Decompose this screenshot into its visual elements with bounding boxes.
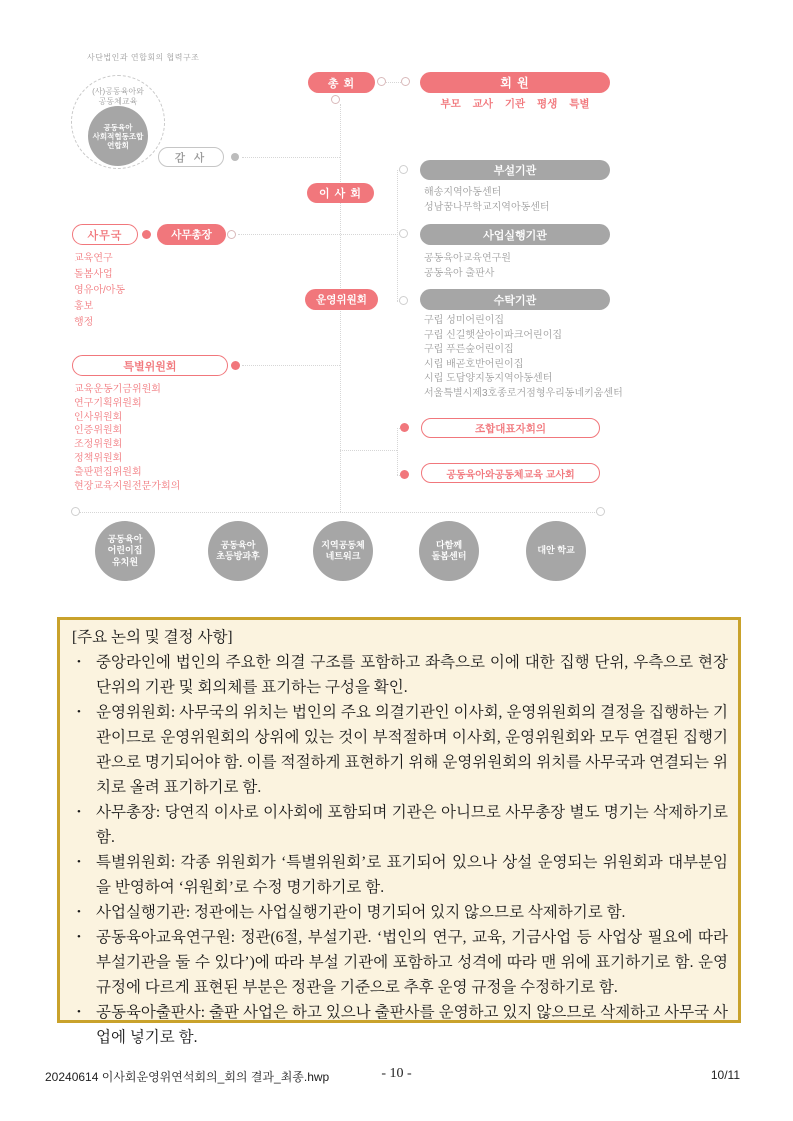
secretariat-dot (142, 230, 151, 239)
audit-connector-line (242, 157, 340, 158)
node-general-assembly: 총 회 (308, 72, 375, 93)
federation-inner-circle (88, 106, 148, 166)
list-item: 출판편집위원회 (74, 466, 142, 478)
circle-line: 지역공동체 (321, 539, 365, 550)
circle-line: 어린이집 (107, 545, 143, 556)
inner-circle-line1: 공동육아 (103, 122, 133, 132)
special-connector-line (242, 365, 340, 366)
node-board: 이 사 회 (307, 183, 374, 203)
node-entrusted-org: 수탁기관 (420, 289, 610, 310)
bullet-text: 공동육아출판사: 출판 사업은 하고 있으나 출판사를 운영하고 있지 않으므로 삭제하고 사무국 사업에 넣기로 함. (96, 1004, 728, 1046)
list-item: 조정위원회 (74, 439, 123, 451)
member-types: 부모 교사 기관 평생 특별 (440, 98, 590, 110)
coop-meeting-dot (400, 423, 409, 432)
audit-dot (231, 153, 239, 161)
list-item: 시립 배곧호반어린이집 (424, 358, 524, 370)
assembly-circle-2 (401, 77, 410, 86)
business-circle (399, 229, 408, 238)
business-list (424, 251, 511, 281)
inner-circle-line2: 사회적협동조합 (92, 131, 144, 141)
circle-line: 대안 학교 (537, 545, 575, 556)
inner-circle-line3: 연합회 (107, 140, 129, 150)
note-bullet (70, 800, 728, 850)
list-item: 홍보 (74, 301, 94, 312)
circle-line: 공동육아 (107, 533, 143, 544)
chart-caption: 사단법인과 연합회의 협력구조 (87, 53, 200, 62)
node-audit: 감 사 (158, 147, 224, 167)
node-affiliated-org: 부설기관 (420, 160, 610, 180)
node-secretariat: 사무국 (72, 224, 138, 245)
list-item: 돌봄사업 (74, 269, 113, 280)
node-secretary-general: 사무총장 (157, 224, 226, 245)
node-business-org: 사업실행기관 (420, 224, 610, 245)
list-item: 인증위원회 (74, 425, 123, 437)
entrusted-list (424, 314, 623, 401)
bullet-icon: • (77, 856, 81, 868)
teachers-dot (400, 470, 409, 479)
bullet-icon: • (77, 656, 81, 668)
bullet-icon: • (77, 931, 81, 943)
circle-line: 다함께 (435, 539, 463, 550)
bullet-icon: • (77, 806, 81, 818)
note-bullet (70, 925, 728, 1000)
bullet-text: 사업실행기관: 정관에는 사업실행기관이 명기되어 있지 않으므로 삭제하기로 함. (96, 904, 626, 921)
node-coop-rep-meeting: 조합대표자회의 (421, 418, 600, 438)
node-steering-committee: 운영위원회 (305, 289, 378, 310)
list-item: 구립 신길햇살아이파크어린이집 (424, 329, 563, 341)
affiliated-circle (399, 165, 408, 174)
entrusted-circle (399, 296, 408, 305)
bullet-text: 운영위원회: 사무국의 위치는 법인의 주요 의결기관인 이사회, 운영위원회의 결정을 집행하는 기관이므로 운영위원회의 상위에 있는 것이 부적절하며 이사회, 운영위원회와 모두 연결된 집행기관으로 명기되어야 함. 이를 적절하게 표현하기 위해 운영위원회의 위치를 사무국과 연결되는 위치로 올려 표기하기로 함. (96, 704, 728, 796)
circle-line: 공동육아 (220, 539, 256, 550)
right-bracket-line (397, 170, 398, 301)
footer-page-number: - 10 - (381, 1066, 412, 1081)
bullet-text: 사무총장: 당연직 이사로 이사회에 포함되며 기관은 아니므로 사무총장 별도 명기는 삭제하기로 함. (96, 804, 728, 846)
assembly-circle-1 (377, 77, 386, 86)
special-dot (231, 361, 240, 370)
list-item: 영유아/아동 (74, 285, 126, 296)
footer-page-indicator: 10/11 (710, 1068, 740, 1082)
list-item: 인사위원회 (74, 411, 123, 423)
bullet-text: 공동육아교육연구원: 정관(6절, 부설기관. ‘법인의 연구, 교육, 기금사업 등 사업상 필요에 따라 부설기관을 둘 수 있다’)에 따라 부설 기관에 포함하고 성격에 따라 맨 위에 표기하기로 함. 운영 규정에 다르게 표현된 부분은 정관을 기준으로 추후 운영 규정을 수정하기로 함. (96, 929, 728, 996)
secretary-connector-line (238, 234, 402, 235)
list-item: 행정 (74, 317, 94, 328)
bottom-horizontal-line (79, 512, 599, 513)
bottom-line-right-circle (596, 507, 605, 516)
decision-notes-box (57, 617, 741, 1046)
list-item: 공동육아교육연구원 (424, 253, 511, 264)
footer-filename: 20240614 이사회운영위연석회의_회의 결과_최종.hwp (45, 1070, 330, 1084)
affiliated-list (424, 185, 550, 215)
bottom-circle-altschool (526, 521, 586, 581)
bottom-circle-carecenter (419, 521, 479, 581)
page-footer (0, 1066, 793, 1086)
list-item: 구립 성미어린이집 (424, 315, 505, 326)
circle-line: 유치원 (111, 556, 139, 567)
assembly-bottom-circle (331, 95, 340, 104)
special-list (74, 383, 180, 493)
meeting-bracket-line (397, 428, 398, 475)
list-item: 연구기획위원회 (74, 397, 142, 409)
bullet-icon: • (77, 906, 81, 918)
list-item: 현장교육지원전문가회의 (74, 480, 181, 492)
bullet-icon: • (77, 1006, 81, 1018)
list-item: 교육운동기금위원회 (74, 384, 161, 395)
list-item: 서울특별시제3호종로거점형우리동네키움센터 (424, 387, 623, 399)
bottom-line-left-circle (71, 507, 80, 516)
bullet-icon: • (77, 706, 81, 718)
list-item: 구립 푸른숲어린이집 (424, 344, 514, 355)
list-item: 성남꿈나무학교지역아동센터 (424, 202, 550, 213)
circle-line: 네트워크 (325, 551, 361, 561)
bullet-text: 중앙라인에 법인의 주요한 의결 구조를 포함하고 좌측으로 이에 대한 집행 단위, 우측으로 현장 단위의 기관 및 회의체를 표기하는 구성을 확인. (96, 654, 728, 696)
secretariat-list (74, 251, 125, 331)
circle-line: 돌봄센터 (431, 551, 467, 561)
meeting-branch-line (340, 450, 397, 451)
note-bullet (70, 650, 728, 700)
list-item: 교육연구 (74, 253, 113, 264)
note-bullet (70, 700, 728, 800)
note-bullet (70, 850, 728, 900)
note-bullet (70, 900, 728, 925)
list-item: 정책위원회 (74, 452, 123, 464)
node-special-committee: 특별위원회 (72, 355, 228, 376)
bottom-circle-network (313, 521, 373, 581)
outer-circle-line2: 공동체교육 (98, 97, 138, 106)
outer-circle-line1: (사)공동육아와 (92, 87, 144, 96)
list-item: 해송지역아동센터 (424, 187, 502, 198)
node-members: 회 원 (420, 72, 610, 93)
bullet-text: 특별위원회: 각종 위원회가 ‘특별위원회’로 표기되어 있으나 상설 운영되는 위원회과 대부분임을 반영하여 ‘위원회’로 수정 명기하기로 함. (96, 854, 728, 896)
note-bullet (70, 1000, 728, 1050)
notes-title: [주요 논의 및 결정 사항] (72, 629, 233, 646)
bottom-circle-afterschool (208, 521, 268, 581)
secretary-circle (227, 230, 236, 239)
circle-line: 초등방과후 (216, 551, 260, 561)
list-item: 시립 도담양지동지역아동센터 (424, 373, 553, 384)
bottom-circle-daycare (95, 521, 155, 581)
node-teachers-assoc: 공동육아와공동체교육 교사회 (421, 463, 600, 483)
list-item: 공동육아 출판사 (424, 268, 495, 279)
